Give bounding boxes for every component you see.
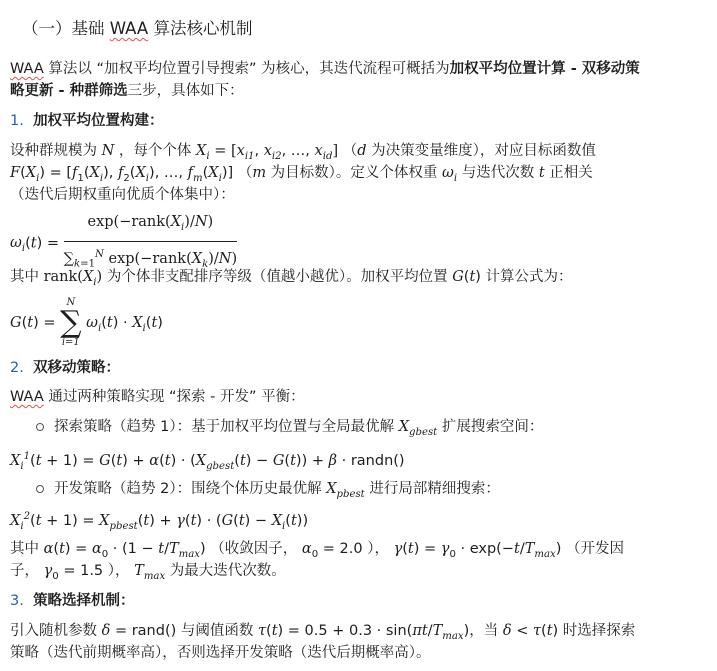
spellcheck-word: WAA bbox=[10, 61, 44, 77]
section-3-title: 3. 策略选择机制： bbox=[10, 593, 135, 609]
bullet-icon bbox=[36, 485, 44, 493]
section-2-title: 2. 双移动策略： bbox=[10, 360, 121, 376]
intro-line-2: 略更新 - 种群筛选三步，具体如下： bbox=[10, 83, 244, 99]
s1-line-1: 设种群规模为 N ，每个个体 $X_i = [x_{i1}$, $x_{i2}$, …, $x_{id}$] （d 为决策变量维度），对应目标函数值 bbox=[10, 143, 596, 162]
bullet-exploit: 开发策略（趋势 2）：围绕个体历史最优解 $X_{pbest}$ 进行局部精细搜索： bbox=[36, 478, 707, 506]
intro-line-1: WAA 算法以 “加权平均位置引导搜索” 为核心，其迭代流程可概括为加权平均位置计算 - 双移动策 bbox=[10, 61, 640, 77]
spellcheck-word: WAA bbox=[109, 19, 149, 38]
s2-intro: WAA 通过两种策略实现 “探索 - 开发” 平衡： bbox=[10, 389, 305, 405]
s3-line-1: 引入随机参数 δ = rand() 与阈值函数 $\tau(t) = 0.5 + 0.3 \cdot \sin(\pi t/T_{max})$，当 δ < τ(t) 时选择探索 bbox=[10, 623, 636, 642]
sum-symbol: N ∑ i=1 bbox=[60, 297, 82, 348]
section-1-title: 1. 加权平均位置构建： bbox=[10, 113, 164, 129]
s2-coef-line-1: 其中 $\alpha(t) = \alpha_0 \cdot (1 - t/T_{max})$ （收敛因子， $\alpha_0 = 2.0$ ）， $\gamma(t) = \gamma_0 \cdot \exp(-t/T_{max})$ （开发因 bbox=[10, 541, 625, 560]
explore-formula: $X_i^1(t + 1) = G(t) + \alpha(t) \cdot (X_{gbest}(t) - G(t)) + \beta$ · randn() bbox=[10, 451, 405, 472]
weight-formula: $\omega_i(t)$ = $\frac{\exp(-rank(X_i)/N)}{\sum_{k=1}^N \exp(-rank(X_k)/N)}$ bbox=[10, 210, 707, 277]
bullet-icon bbox=[36, 423, 44, 431]
spellcheck-word: WAA bbox=[10, 389, 44, 405]
weight-fraction: $\frac{\exp(-rank(X_i)/N)}{\sum_{k=1}^N \exp(-rank(X_k)/N)}$ bbox=[64, 210, 238, 277]
s1-line-2: $F(X_i) = [f_1(X_i)$, $f_2(X_i)$, …, $f_m(X_i)$] （m 为目标数）。定义个体权重 $\omega_i$ 与迭代次数 t 正相关 bbox=[10, 165, 593, 184]
exploit-formula: $X_i^2(t + 1) = X_{pbest}(t) + \gamma(t) \cdot (G(t) - X_i(t))$ bbox=[10, 511, 309, 532]
s1-line-4: 其中 $rank(X_i)$ 为个体非支配排序等级（值越小越优）。加权平均位置 G(t) 计算公式为： bbox=[10, 269, 573, 288]
section-heading bbox=[22, 18, 707, 40]
s3-line-2: 策略（迭代前期概率高），否则选择开发策略（迭代后期概率高）。 bbox=[10, 645, 431, 661]
s2-coef-line-2: 子， $\gamma_0 = 1.5$ ）， $T_{max}$ 为最大迭代次数。 bbox=[10, 563, 286, 582]
avg-position-formula: G(t) = N ∑ i=1 $\omega_i(t) \cdot X_i(t)$ bbox=[10, 297, 163, 348]
s1-line-3: （迭代后期权重向优质个体集中）： bbox=[10, 187, 235, 203]
bullet-explore: 探索策略（趋势 1）：基于加权平均位置与全局最优解 $X_{gbest}$ 扩展搜索空间： bbox=[36, 416, 707, 444]
heading-text: （一）基础 WAA 算法核心机制 bbox=[22, 19, 253, 38]
